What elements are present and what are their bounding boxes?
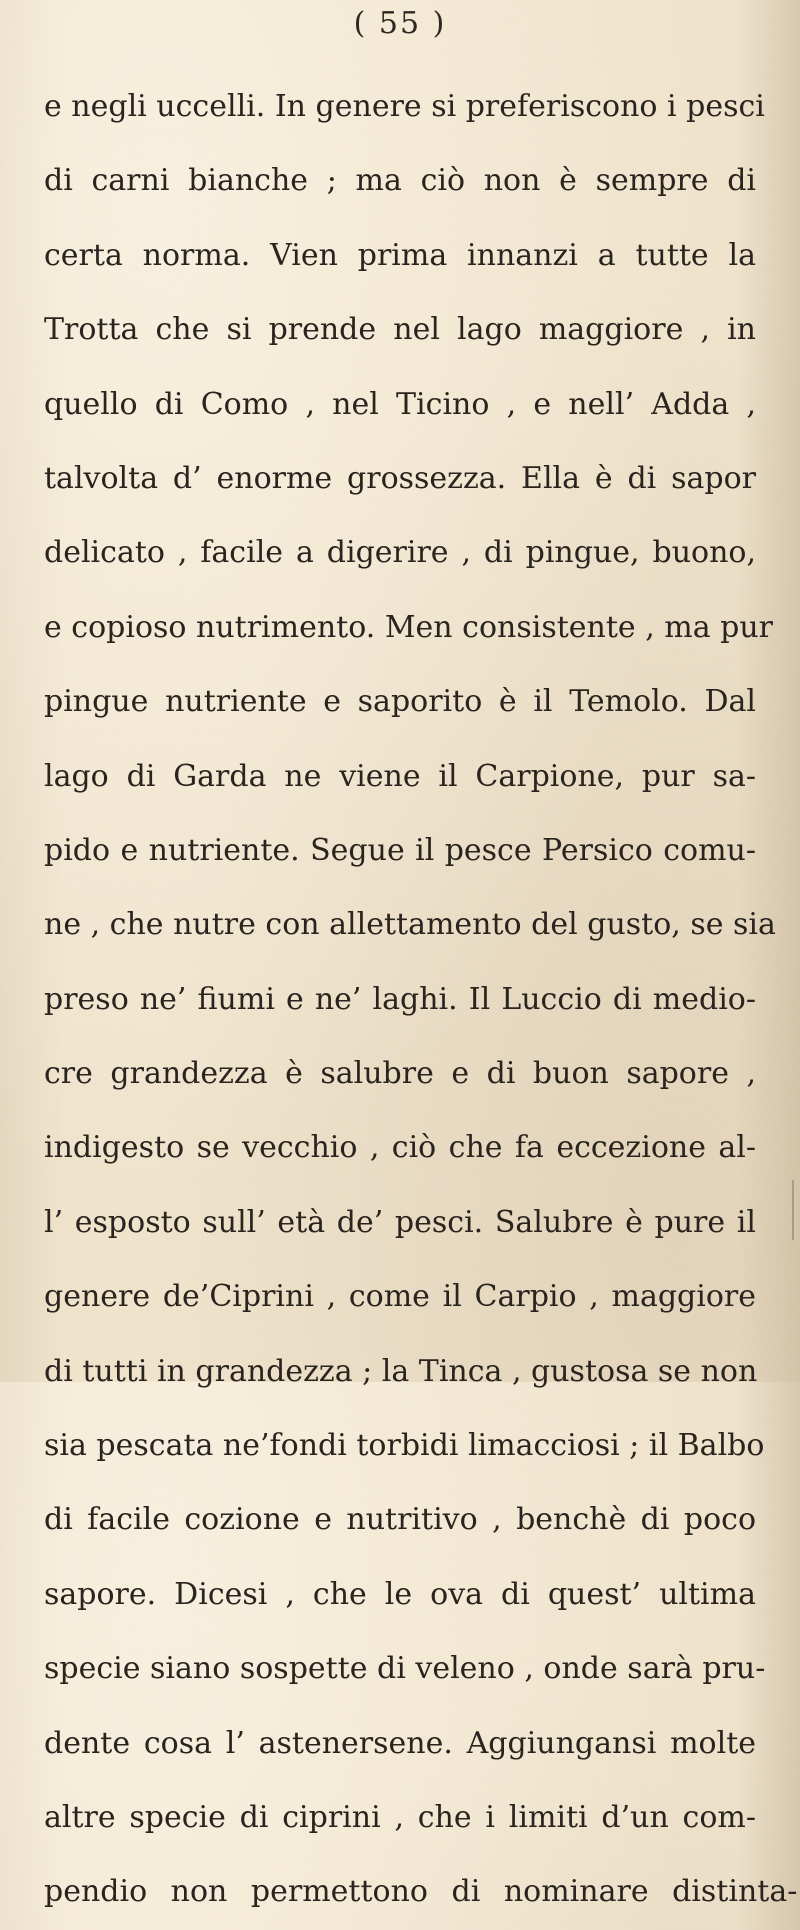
text-line: di tutti in grandezza ; la Tinca , gustosa se non — [44, 1353, 758, 1389]
page-edge-mark — [792, 1180, 794, 1240]
text-line: e negli uccelli. In genere si preferiscono i pesci — [44, 89, 765, 124]
text-line: Trotta che si prende nel lago maggiore , in — [44, 312, 756, 348]
text-line: ne , che nutre con allettamento del gusto, se sia — [44, 907, 776, 943]
text-line: indigesto se vecchio , ciò che fa eccezione al- — [44, 1130, 756, 1166]
text-line: cre grandezza è salubre e di buon sapore , — [44, 1056, 756, 1092]
text-line: sia pescata ne’fondi torbidi limacciosi ; il Balbo — [44, 1428, 765, 1464]
text-line: preso ne’ fiumi e ne’ laghi. Il Luccio di medio- — [44, 981, 756, 1017]
page-number: ( 55 ) — [353, 6, 447, 41]
text-line: sapore. Dicesi , che le ova di quest’ ultima — [44, 1576, 756, 1612]
text-line: delicato , facile a digerire , di pingue, buono, — [44, 535, 756, 571]
text-line: altre specie di ciprini , che i limiti d’un com- — [44, 1799, 756, 1835]
text-line: dente cosa l’ astenersene. Aggiungansi molte — [44, 1725, 756, 1761]
body-text — [44, 70, 798, 1930]
text-line: e copioso nutrimento. Men consistente , ma pur — [44, 609, 774, 645]
text-line: pendio non permettono di nominare distinta- — [44, 1874, 798, 1910]
text-line: pingue nutriente e saporito è il Temolo. Dal — [44, 684, 756, 720]
text-line: di facile cozione e nutritivo , benchè di poco — [44, 1502, 756, 1538]
text-line: pido e nutriente. Segue il pesce Persico comu- — [44, 832, 756, 868]
text-line: specie siano sospette di veleno , onde sarà pru- — [44, 1651, 766, 1687]
text-line: l’ esposto sull’ età de’ pesci. Salubre è pure il — [44, 1204, 756, 1240]
text-line: di carni bianche ; ma ciò non è sempre di — [44, 163, 756, 199]
text-line: lago di Garda ne viene il Carpione, pur sa- — [44, 758, 756, 794]
text-line: certa norma. Vien prima innanzi a tutte la — [44, 237, 756, 273]
text-line: quello di Como , nel Ticino , e nell’ Adda , — [44, 386, 756, 422]
text-line: talvolta d’ enorme grossezza. Ella è di sapor — [44, 460, 756, 496]
text-line: genere de’Ciprini , come il Carpio , maggiore — [44, 1279, 756, 1315]
